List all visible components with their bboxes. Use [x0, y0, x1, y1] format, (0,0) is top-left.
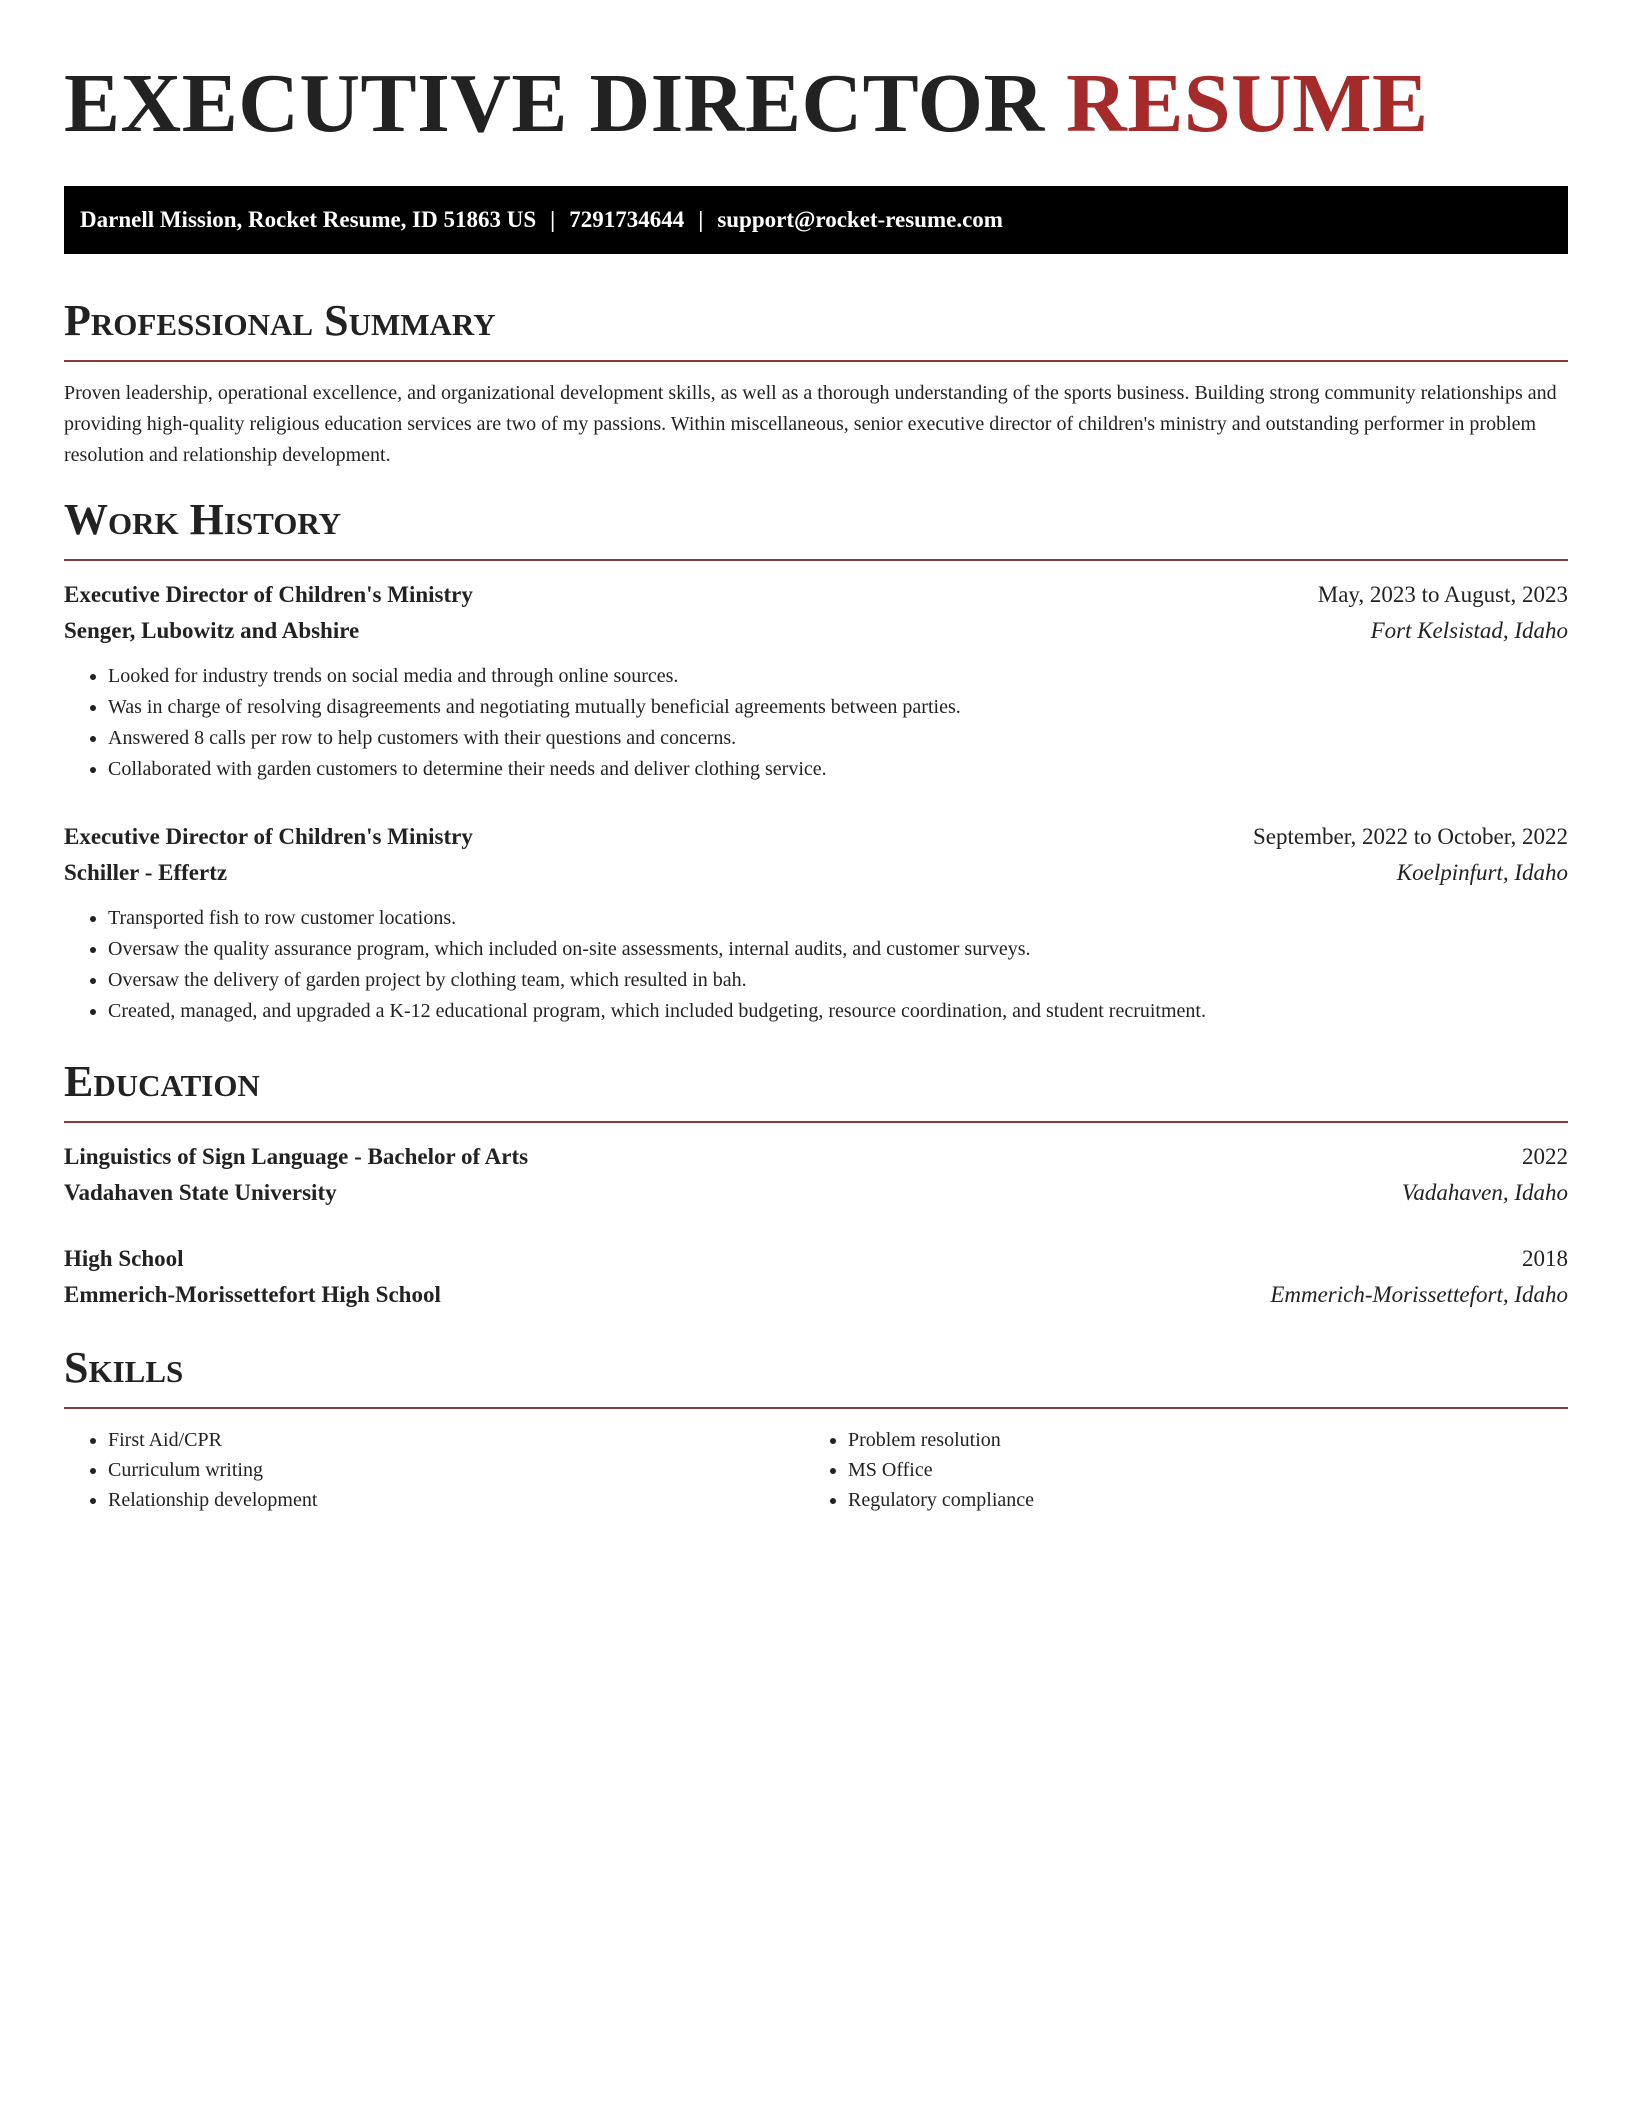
- skills-right-column: [804, 1425, 1568, 1515]
- summary-section: [64, 296, 1568, 471]
- section-heading: Work History: [64, 495, 342, 544]
- resume-title: [64, 56, 1568, 152]
- education-school-row: [64, 1175, 1568, 1211]
- skill-item: • Relationship development: [108, 1485, 804, 1515]
- section-heading: Skills: [64, 1343, 184, 1392]
- section-divider: [64, 559, 1568, 561]
- education-school: Emmerich-Morissettefort High School: [64, 1282, 441, 1307]
- section-heading: Education: [64, 1057, 260, 1106]
- contact-bar: [64, 186, 1568, 254]
- education-year: 2022: [1522, 1144, 1568, 1169]
- contact-phone: 7291734644: [569, 207, 685, 232]
- job-company-row: [64, 613, 1568, 649]
- job-location: Fort Kelsistad, Idaho: [1370, 618, 1568, 643]
- job-company-row: [64, 855, 1568, 891]
- job-company: Schiller - Effertz: [64, 860, 228, 885]
- job-title-row: [64, 819, 1568, 855]
- contact-address: Darnell Mission, Rocket Resume, ID 51863 US: [80, 207, 537, 232]
- education-location: Emmerich-Morissettefort, Idaho: [1270, 1282, 1568, 1307]
- education-degree: Linguistics of Sign Language - Bachelor of Arts: [64, 1144, 529, 1169]
- list-item: • Was in charge of resolving disagreements and negotiating mutually beneficial agreements between parties.: [108, 692, 1568, 723]
- job-entry: [64, 819, 1568, 1027]
- title-main: EXECUTIVE DIRECTOR: [64, 57, 1045, 150]
- education-degree: High School: [64, 1246, 184, 1271]
- education-degree-row: [64, 1139, 1568, 1175]
- skills-left-column: [64, 1425, 804, 1515]
- skills-grid: [64, 1425, 1568, 1515]
- contact-email[interactable]: support@rocket-resume.com: [717, 207, 1003, 232]
- skill-item: • Regulatory compliance: [848, 1485, 1568, 1515]
- education-entry: [64, 1139, 1568, 1211]
- skill-item: • First Aid/CPR: [108, 1425, 804, 1455]
- list-item: • Collaborated with garden customers to determine their needs and deliver clothing service.: [108, 754, 1568, 785]
- job-bullets: [64, 903, 1568, 1027]
- section-divider: [64, 1121, 1568, 1123]
- list-item: • Looked for industry trends on social media and through online sources.: [108, 661, 1568, 692]
- list-item: • Answered 8 calls per row to help customers with their questions and concerns.: [108, 723, 1568, 754]
- job-title-row: [64, 577, 1568, 613]
- education-year: 2018: [1522, 1246, 1568, 1271]
- summary-text: Proven leadership, operational excellence, and organizational development skills, as well as a thorough understanding of the sports business. Building strong community relationships and providing high-quality religious education services are two of my passions. Within miscellaneous, senior executive director of children's ministry and outstanding performer in problem resolution and relationship development.: [64, 382, 1557, 466]
- job-bullets: [64, 661, 1568, 785]
- job-dates: May, 2023 to August, 2023: [1317, 582, 1568, 607]
- contact-separator: |: [698, 207, 704, 232]
- job-title: Executive Director of Children's Ministry: [64, 824, 473, 849]
- education-school: Vadahaven State University: [64, 1180, 337, 1205]
- list-item: • Created, managed, and upgraded a K-12 educational program, which included budgeting, resource coordination, and student recruitment.: [108, 996, 1568, 1027]
- skill-item: • Curriculum writing: [108, 1455, 804, 1485]
- education-degree-row: [64, 1241, 1568, 1277]
- work-history-section: [64, 495, 1568, 1027]
- list-item: • Oversaw the quality assurance program, which included on-site assessments, internal audits, and customer surveys.: [108, 934, 1568, 965]
- education-location: Vadahaven, Idaho: [1401, 1180, 1568, 1205]
- job-location: Koelpinfurt, Idaho: [1396, 860, 1568, 885]
- education-section: [64, 1057, 1568, 1313]
- skill-item: • MS Office: [848, 1455, 1568, 1485]
- section-divider: [64, 1407, 1568, 1409]
- skills-section: [64, 1343, 1568, 1515]
- list-item: • Oversaw the delivery of garden project by clothing team, which resulted in bah.: [108, 965, 1568, 996]
- job-title: Executive Director of Children's Ministry: [64, 582, 473, 607]
- section-heading: Professional Summary: [64, 296, 496, 345]
- education-school-row: [64, 1277, 1568, 1313]
- contact-separator: |: [550, 207, 556, 232]
- education-entry: [64, 1241, 1568, 1313]
- job-entry: [64, 577, 1568, 785]
- skill-item: • Problem resolution: [848, 1425, 1568, 1455]
- title-accent: RESUME: [1066, 57, 1429, 150]
- list-item: • Transported fish to row customer locations.: [108, 903, 1568, 934]
- job-company: Senger, Lubowitz and Abshire: [64, 618, 360, 643]
- section-divider: [64, 360, 1568, 362]
- job-dates: September, 2022 to October, 2022: [1253, 824, 1568, 849]
